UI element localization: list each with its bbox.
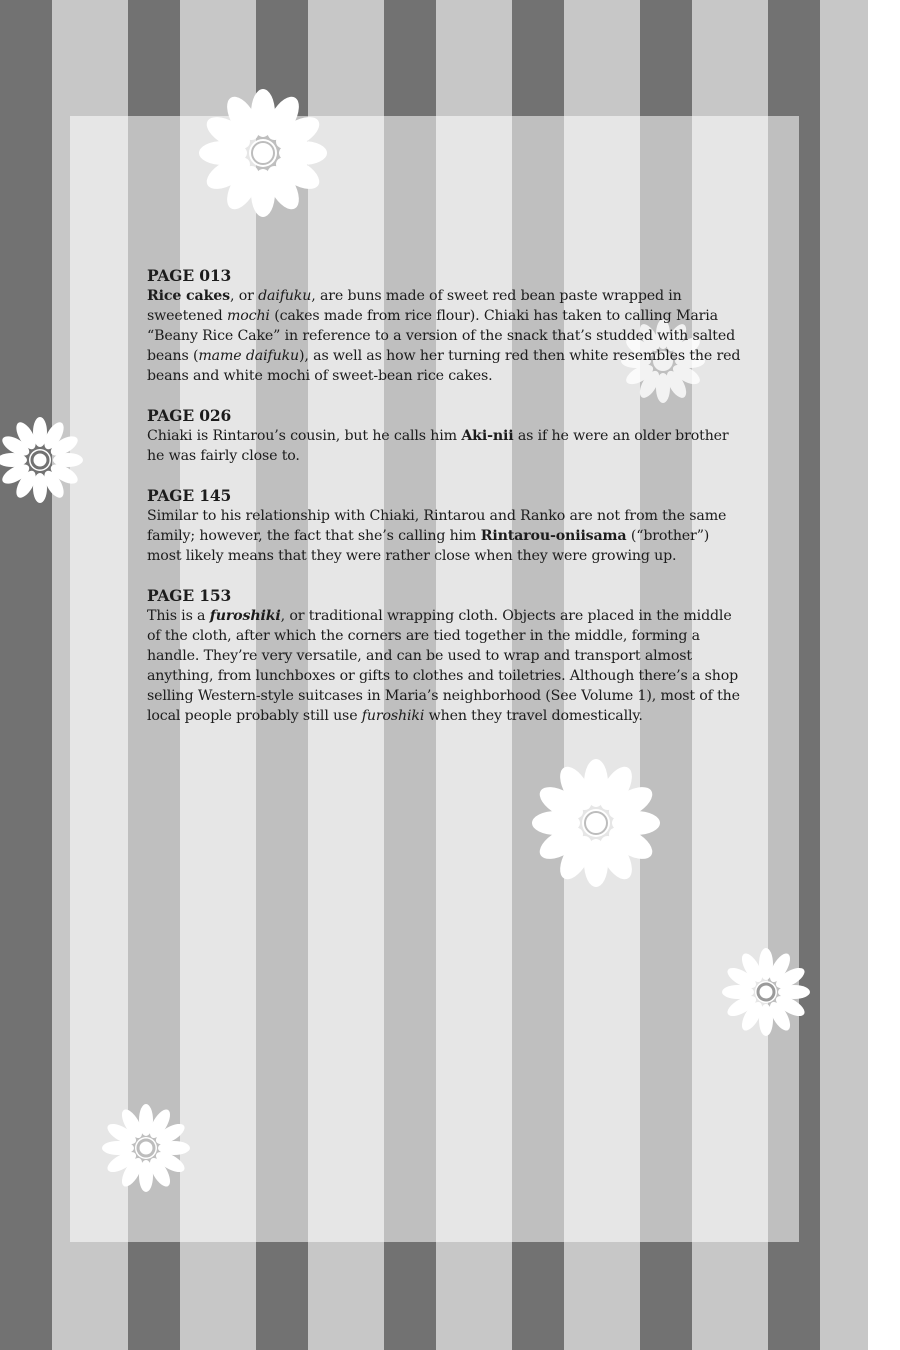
- flower-icon: [101, 1103, 191, 1193]
- text-run: when they travel domestically.: [424, 708, 643, 724]
- term: mame daifuku: [198, 348, 300, 364]
- term: Rintarou-oniisama: [480, 528, 627, 544]
- text-run: (“brother”) most likely means that they were rather close when they were growing up.: [147, 528, 710, 564]
- term: mochi: [226, 308, 270, 324]
- term: Rice cakes: [147, 288, 230, 304]
- text-run: , or: [229, 288, 259, 304]
- note-body: [147, 506, 747, 566]
- text-run: Chiaki is Rintarou’s cousin, but he calls him: [147, 428, 462, 444]
- text-run: as if he were an older brother he was fairly close to.: [147, 428, 729, 464]
- note-heading: PAGE 013: [147, 266, 232, 285]
- flower-icon: [197, 87, 329, 219]
- note-body: [147, 286, 747, 386]
- note-heading: PAGE 026: [147, 406, 232, 425]
- note-heading: PAGE 153: [147, 586, 232, 605]
- note-body: [147, 426, 747, 466]
- note-page-145: [147, 486, 747, 566]
- note-page-026: [147, 406, 747, 466]
- text-run: (cakes made from rice flour). Chiaki has taken to calling Maria “Beany Rice Cake” in reference to a version of the snack that’s studded with salted beans (: [147, 308, 736, 364]
- note-page-153: [147, 586, 747, 726]
- term-italic: furoshiki: [209, 608, 281, 624]
- term: [210, 608, 281, 624]
- text-run: This is a: [147, 608, 210, 624]
- text-run: Similar to his relationship with Chiaki, Rintarou and Ranko are not from the same family; however, the fact that she’s calling him: [147, 508, 727, 544]
- term: furoshiki: [361, 708, 425, 724]
- term: daifuku: [258, 288, 312, 304]
- note-page-013: [147, 266, 747, 386]
- text-run: , or traditional wrapping cloth. Objects are placed in the middle of the cloth, after which the corners are tied together in the middle, forming a handle. They’re very versatile, and can be used to wrap and transport almost anything, from lunchboxes or gifts to clothes and toiletries. Although there’s a shop selling Western-style suitcases in Maria’s neighborhood (See Volume 1), most of the local people probably still use: [147, 608, 740, 724]
- flower-icon: [530, 757, 662, 889]
- page-margin: [868, 0, 900, 1350]
- flower-icon: [721, 947, 811, 1037]
- translation-notes: [147, 266, 747, 746]
- flower-icon: [0, 416, 84, 504]
- note-body: [147, 606, 747, 726]
- text-run: ), as well as how her turning red then white resembles the red beans and white mochi of sweet-bean rice cakes.: [147, 348, 741, 384]
- text-run: , are buns made of sweet red bean paste wrapped in sweetened: [147, 288, 682, 324]
- term: Aki-nii: [461, 428, 514, 444]
- note-heading: PAGE 145: [147, 486, 232, 505]
